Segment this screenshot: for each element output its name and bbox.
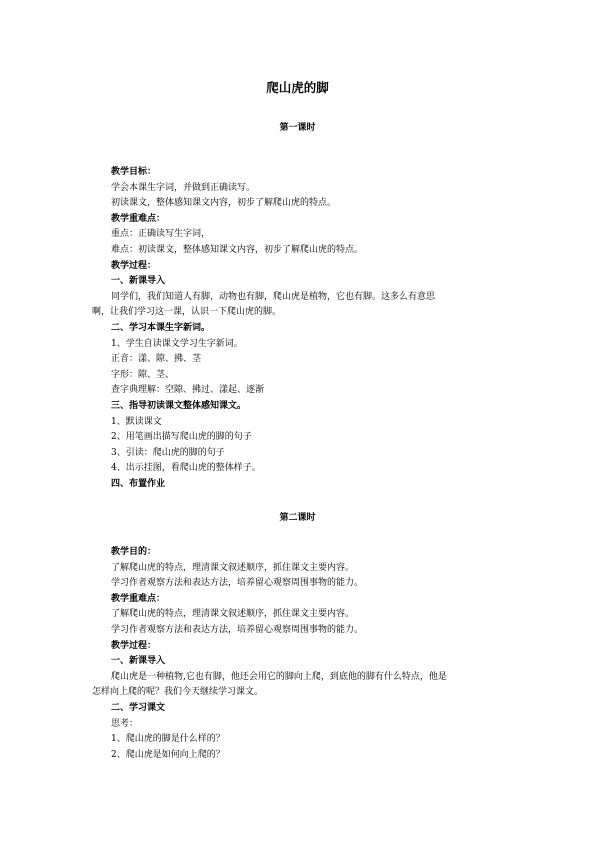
section-heading: 四、布置作业 [111,478,166,489]
lesson2-body [92,545,512,763]
text-line: 3、引读：爬山虎的脚的句子 [111,447,225,458]
text-line: 怎样向上爬的呢？我们今天继续学习课文。 [92,687,264,698]
text-line: 正音：漾、隙、拂、茎 [111,354,202,365]
text-line: 学习作者观察方法和表达方法，培养留心观察周围事物的能力。 [111,578,364,589]
text-line: 思考： [111,718,139,729]
section-heading: 教学过程： [111,640,157,651]
section-heading: 教学重难点： [111,593,166,604]
text-line: 同学们，我们知道人有脚，动物也有脚，爬山虎是植物，它也有脚。这多么有意思 [111,291,436,302]
text-line: 难点：初读课文，整体感知课文内容，初步了解爬山虎的特点。 [111,244,364,255]
lesson1-body [92,165,512,492]
section-heading: 二、学习课文 [111,702,166,713]
section-heading: 一、新课导入 [111,656,166,667]
section-heading: 一、新课导入 [111,276,166,287]
text-line: 爬山虎是一种植物,它也有脚，他还会用它的脚向上爬，到底他的脚有什么特点，他是 [111,671,447,682]
lesson2-heading: 第二课时 [279,513,316,523]
section-heading: 教学重难点： [111,213,166,224]
text-line: 1、学生自读课文学习生字新词。 [111,338,243,349]
text-line: 了解爬山虎的特点，理清课文叙述顺序，抓住课文主要内容。 [111,609,355,620]
section-heading: 教学目标： [111,167,157,177]
text-line: 查字典理解：空隙、拂过、漾起、逐渐 [111,385,265,396]
section-heading: 二、学习本课生字新词。 [111,322,211,333]
section-heading: 教学目的： [111,547,157,557]
text-line: 学习作者观察方法和表达方法，培养留心观察周围事物的能力。 [111,624,364,635]
text-line: 学会本课生字词，并做到正确读写。 [111,182,256,193]
section-heading: 教学过程： [111,260,157,271]
lesson1-heading: 第一课时 [279,123,316,133]
document-title: 爬山虎的脚 [266,80,329,95]
text-line: 4、出示挂图，看爬山虎的整体样子。 [111,463,261,474]
text-line: 2、用笔画出描写爬山虎的脚的句子 [111,432,252,443]
text-line: 1、默读课文 [111,416,162,427]
section-heading: 三、指导初读课文整体感知课文。 [111,400,247,411]
text-line: 重点：正确读写生字词， [111,229,211,240]
text-line: 字形：隙、茎、 [111,369,175,380]
text-line: 了解爬山虎的特点，理清课文叙述顺序，抓住课文主要内容。 [111,562,355,573]
text-line: 啊，让我们学习这一课，认识一下爬山虎的脚。 [92,307,282,318]
text-line: 初读课文，整体感知课文内容，初步了解爬山虎的特点。 [111,198,337,209]
text-line: 2、爬山虎是如何向上爬的？ [111,749,225,760]
text-line: 1、爬山虎的脚是什么样的？ [111,734,225,745]
